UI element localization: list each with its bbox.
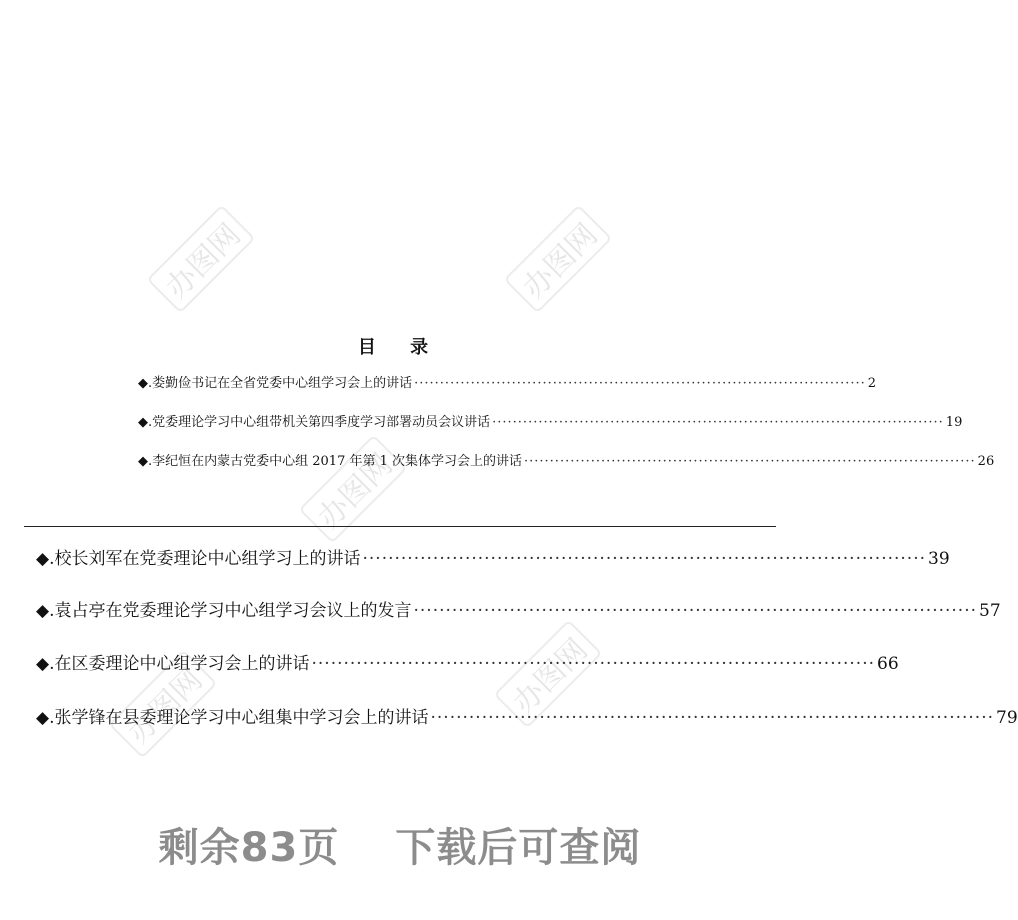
toc-item-text: ◆.娄勤俭书记在全省党委中心组学习会上的讲话 <box>138 376 413 391</box>
list-item[interactable] <box>36 703 1018 728</box>
download-hint-text: 下载后可查阅 <box>395 825 642 871</box>
list-item[interactable] <box>36 544 950 569</box>
watermark-logo: 办图网 <box>504 205 613 314</box>
toc-leader-dots: ························································································ <box>524 454 976 469</box>
list-leader-dots: ························································································ <box>413 601 978 621</box>
watermark-logo: 办图网 <box>494 620 603 729</box>
list-item-text: ◆.张学锋在县委理论学习中心组集中学习会上的讲话 <box>36 708 429 728</box>
toc-title: 目 录 <box>357 337 443 358</box>
list-item[interactable] <box>36 596 1001 621</box>
list-item[interactable] <box>36 649 899 674</box>
watermark-logo: 办图网 <box>147 205 256 314</box>
toc-leader-dots: ························································································ <box>414 376 866 391</box>
list-item-page: 66 <box>877 654 899 674</box>
list-item-text: ◆.在区委理论中心组学习会上的讲话 <box>36 654 310 674</box>
toc-item[interactable] <box>138 450 995 469</box>
toc-item[interactable] <box>138 411 963 430</box>
toc-item-page: 2 <box>867 376 877 391</box>
list-item-page: 57 <box>979 601 1001 621</box>
toc-item-page: 26 <box>977 454 995 469</box>
download-prompt[interactable] <box>0 816 800 873</box>
list-leader-dots: ························································································ <box>362 549 927 569</box>
remaining-pages-text: 剩余83页 <box>158 825 340 871</box>
toc-item-text: ◆.李纪恒在内蒙古党委中心组 2017 年第 1 次集体学习会上的讲话 <box>138 454 523 469</box>
toc-item-page: 19 <box>945 415 963 430</box>
list-item-page: 39 <box>928 549 950 569</box>
list-item-text: ◆.校长刘军在党委理论中心组学习上的讲话 <box>36 549 361 569</box>
toc-leader-dots: ························································································ <box>492 415 944 430</box>
toc-item[interactable] <box>138 372 877 391</box>
section-divider <box>24 526 776 527</box>
list-item-page: 79 <box>996 708 1018 728</box>
watermark-logo: 办图网 <box>109 650 218 759</box>
toc-item-text: ◆.党委理论学习中心组带机关第四季度学习部署动员会议讲话 <box>138 415 491 430</box>
list-leader-dots: ························································································ <box>430 708 995 728</box>
watermark-logo: 办图网 <box>299 435 408 544</box>
list-leader-dots: ························································································ <box>311 654 876 674</box>
list-item-text: ◆.袁占亭在党委理论学习中心组学习会议上的发言 <box>36 601 412 621</box>
